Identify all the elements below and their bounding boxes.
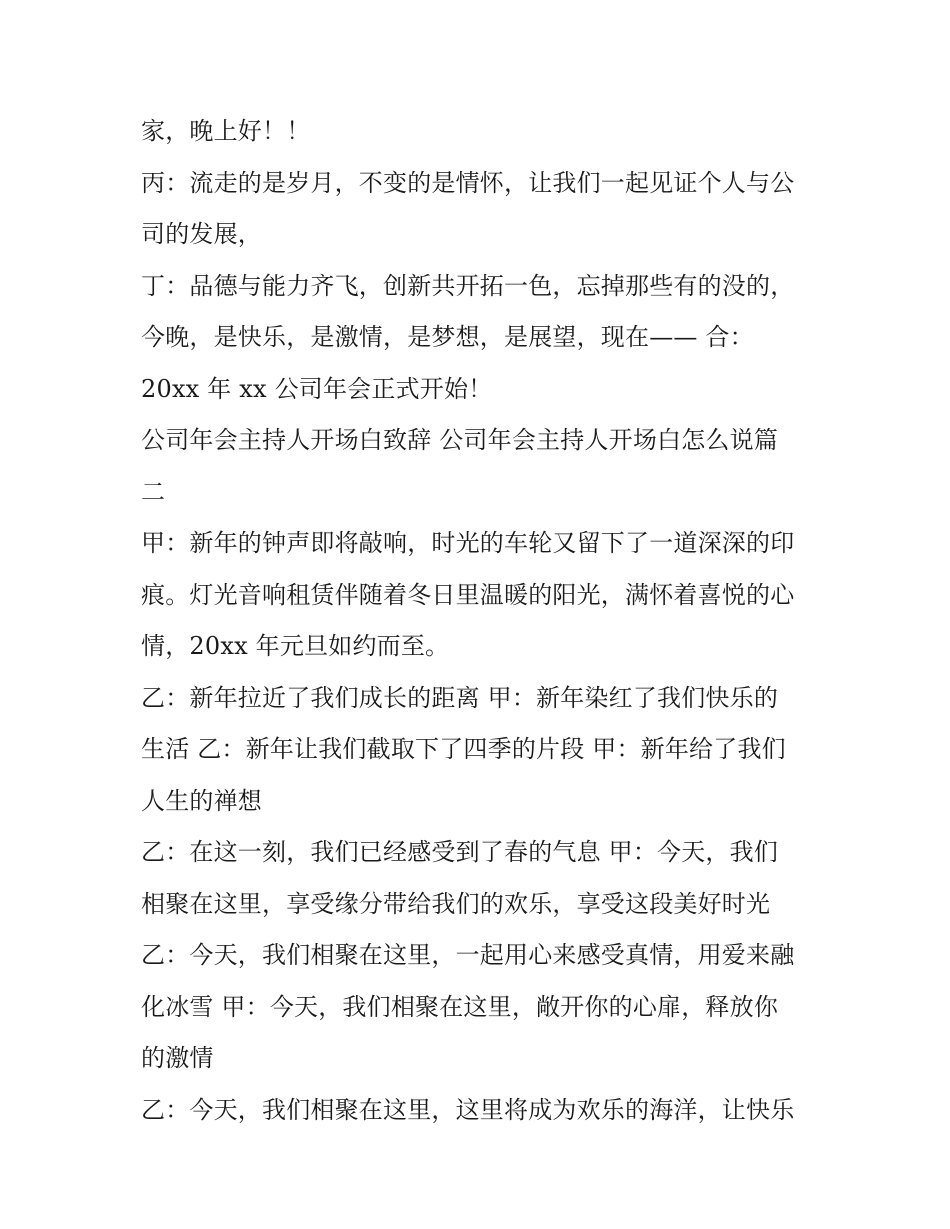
text-line: 化冰雪 甲：今天，我们相聚在这里，敞开你的心扉，释放你 xyxy=(141,992,779,1021)
text-line: 今晚，是快乐，是激情，是梦想，是展望，现在—— 合： xyxy=(141,323,754,351)
text-line: 相聚在这里，享受缘分带给我们的欢乐，享受这段美好时光 xyxy=(141,889,771,918)
text-line: 丁：品德与能力齐飞，创新共开拓一色，忘掉那些有的没的， xyxy=(141,271,795,300)
text-line: 乙：在这一刻，我们已经感受到了春的气息 甲：今天，我们 xyxy=(141,838,779,866)
text-line: 乙：今天，我们相聚在这里，一起用心来感受真情，用爱来融 xyxy=(141,941,795,969)
text-line: 司的发展， xyxy=(141,220,262,248)
text-line: 乙：新年拉近了我们成长的距离 甲：新年染红了我们快乐的 xyxy=(141,683,779,712)
section-heading-line: 公司年会主持人开场白致辞 公司年会主持人开场白怎么说篇 xyxy=(141,426,779,454)
text-line: 痕。灯光音响租赁伴随着冬日里温暖的阳光，满怀着喜悦的心 xyxy=(141,580,795,609)
text-line: 生活 乙：新年让我们截取下了四季的片段 甲：新年给了我们 xyxy=(141,735,786,763)
document-body xyxy=(141,106,821,1136)
section-heading-line: 二 xyxy=(141,477,166,506)
text-line: 的激情 xyxy=(141,1044,214,1072)
text-line: 乙：今天，我们相聚在这里，这里将成为欢乐的海洋，让快乐 xyxy=(141,1095,795,1124)
text-line: 家，晚上好！！ xyxy=(141,117,311,145)
text-line: 情，20xx 年元旦如约而至。 xyxy=(141,632,450,660)
text-line: 甲：新年的钟声即将敲响，时光的车轮又留下了一道深深的印 xyxy=(141,529,795,557)
text-line: 丙：流走的是岁月，不变的是情怀，让我们一起见证个人与公 xyxy=(141,168,795,197)
text-line: 20xx 年 xx 公司年会正式开始！ xyxy=(141,374,493,403)
text-line: 人生的禅想 xyxy=(141,786,262,815)
